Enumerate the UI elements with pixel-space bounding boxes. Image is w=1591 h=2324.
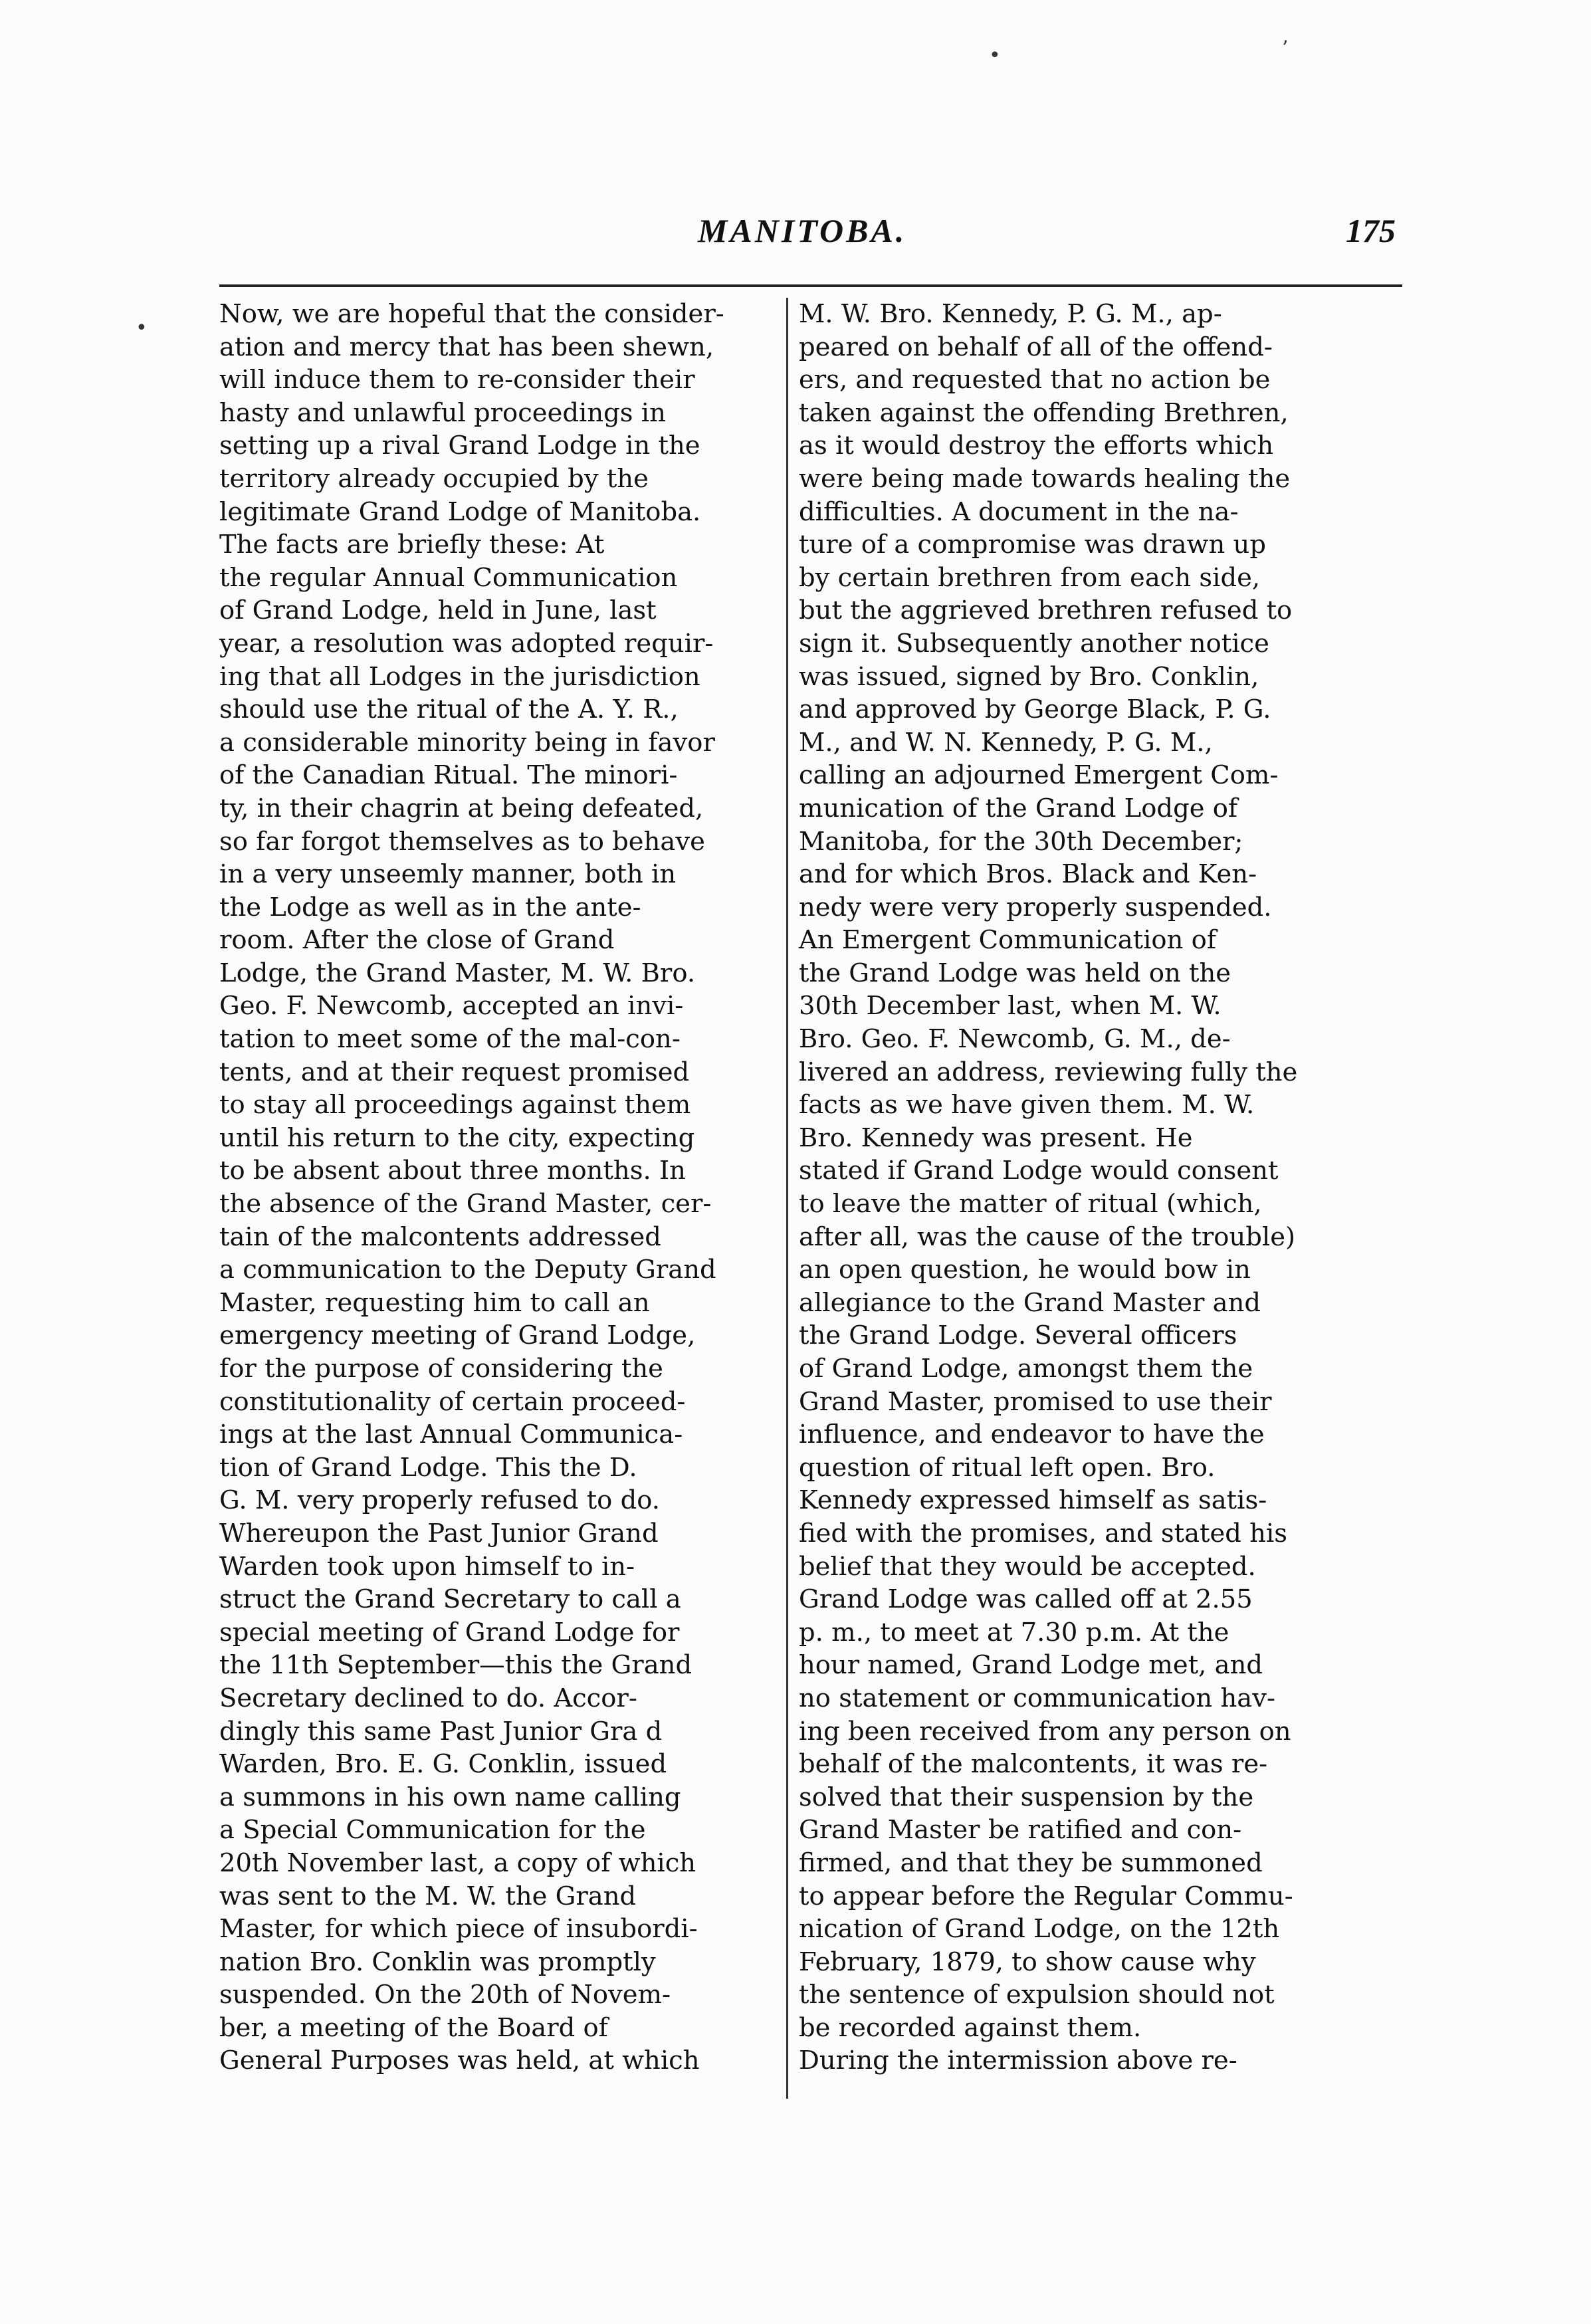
text-line: calling an adjourned Emergent Com- xyxy=(799,760,1279,791)
text-line: the regular Annual Communication xyxy=(219,562,678,593)
text-line: but the aggrieved brethren refused to xyxy=(799,595,1293,626)
text-line: munication of the Grand Lodge of xyxy=(799,793,1238,823)
text-line: stated if Grand Lodge would consent xyxy=(799,1156,1279,1186)
text-line: and for which Bros. Black and Ken- xyxy=(799,859,1257,890)
text-line: tents, and at their request promised xyxy=(219,1057,690,1087)
text-line: the Grand Lodge. Several officers xyxy=(799,1320,1237,1351)
text-line: allegiance to the Grand Master and xyxy=(799,1287,1261,1318)
text-line: ing been received from any person on xyxy=(799,1716,1291,1746)
text-line: Master, for which piece of insubordi- xyxy=(219,1914,698,1945)
text-line: belief that they would be accepted. xyxy=(799,1551,1256,1582)
text-line: ing that all Lodges in the jurisdiction xyxy=(219,661,700,692)
text-line: sign it. Subsequently another notice xyxy=(799,628,1269,659)
text-line: was sent to the M. W. the Grand xyxy=(219,1881,637,1911)
stray-mark: • xyxy=(136,316,148,340)
text-line: ers, and requested that no action be xyxy=(799,365,1271,395)
right-text-column xyxy=(799,298,1361,2077)
text-line: Kennedy expressed himself as satis- xyxy=(799,1485,1267,1516)
text-line: a considerable minority being in favor xyxy=(219,727,715,758)
text-line: ation and mercy that has been shewn, xyxy=(219,332,714,362)
text-line: ture of a compromise was drawn up xyxy=(799,530,1266,560)
text-line: peared on behalf of all of the offend- xyxy=(799,332,1273,362)
text-line: Geo. F. Newcomb, accepted an invi- xyxy=(219,991,684,1021)
text-line: dingly this same Past Junior Gra d xyxy=(219,1716,663,1746)
text-line: no statement or communication hav- xyxy=(799,1683,1275,1713)
text-line: An Emergent Communication of xyxy=(799,925,1217,956)
text-line: territory already occupied by the xyxy=(219,463,649,494)
text-line: for the purpose of considering the xyxy=(219,1354,663,1384)
text-line: firmed, and that they be summoned xyxy=(799,1848,1263,1878)
text-line: Master, requesting him to call an xyxy=(219,1287,650,1318)
text-line: special meeting of Grand Lodge for xyxy=(219,1617,680,1647)
text-line: should use the ritual of the A. Y. R., xyxy=(219,694,679,725)
text-line: Manitoba, for the 30th December; xyxy=(799,826,1243,857)
text-line: Secretary declined to do. Accor- xyxy=(219,1683,637,1713)
text-line: will induce them to re-consider their xyxy=(219,365,695,395)
text-line: During the intermission above re- xyxy=(799,2046,1237,2076)
text-line: the Lodge as well as in the ante- xyxy=(219,892,641,922)
text-line: ty, in their chagrin at being defeated, xyxy=(219,793,704,823)
text-line: fied with the promises, and stated his xyxy=(799,1518,1288,1548)
text-line: Grand Master, promised to use their xyxy=(799,1386,1272,1417)
text-line: hasty and unlawful proceedings in xyxy=(219,397,666,428)
text-line: Bro. Kennedy was present. He xyxy=(799,1122,1193,1153)
text-line: Warden, Bro. E. G. Conklin, issued xyxy=(219,1749,667,1780)
text-line: Grand Lodge was called off at 2.55 xyxy=(799,1584,1253,1615)
text-line: was issued, signed by Bro. Conklin, xyxy=(799,661,1259,692)
text-line: to stay all proceedings against them xyxy=(219,1090,691,1120)
text-line: to leave the matter of ritual (which, xyxy=(799,1189,1262,1219)
text-line: hour named, Grand Lodge met, and xyxy=(799,1650,1263,1681)
left-text-column xyxy=(219,298,782,2077)
text-line: suspended. On the 20th of Novem- xyxy=(219,1980,671,2010)
text-line: tation to meet some of the mal-con- xyxy=(219,1024,681,1055)
text-line: February, 1879, to show cause why xyxy=(799,1947,1256,1977)
text-line: p. m., to meet at 7.30 p.m. At the xyxy=(799,1617,1229,1647)
text-line: behalf of the malcontents, it was re- xyxy=(799,1749,1268,1780)
column-divider xyxy=(786,298,788,2099)
text-line: emergency meeting of Grand Lodge, xyxy=(219,1320,696,1351)
text-line: a communication to the Deputy Grand xyxy=(219,1255,716,1285)
text-line: after all, was the cause of the trouble) xyxy=(799,1221,1296,1252)
text-line: Lodge, the Grand Master, M. W. Bro. xyxy=(219,958,696,988)
text-line: question of ritual left open. Bro. xyxy=(799,1452,1216,1483)
text-line: General Purposes was held, at which xyxy=(219,2046,700,2076)
text-line: were being made towards healing the xyxy=(799,463,1291,494)
text-line: of the Canadian Ritual. The minori- xyxy=(219,760,678,791)
text-line: a summons in his own name calling xyxy=(219,1782,681,1812)
text-line: by certain brethren from each side, xyxy=(799,562,1261,593)
text-line: facts as we have given them. M. W. xyxy=(799,1090,1255,1120)
text-line: nedy were very properly suspended. xyxy=(799,892,1272,922)
text-line: The facts are briefly these: At xyxy=(219,530,605,560)
text-line: Bro. Geo. F. Newcomb, G. M., de- xyxy=(799,1024,1231,1055)
text-line: Warden took upon himself to in- xyxy=(219,1551,635,1582)
text-line: until his return to the city, expecting xyxy=(219,1122,695,1153)
text-line: 20th November last, a copy of which xyxy=(219,1848,696,1878)
text-line: nication of Grand Lodge, on the 12th xyxy=(799,1914,1280,1945)
text-line: an open question, he would bow in xyxy=(799,1255,1251,1285)
text-line: influence, and endeavor to have the xyxy=(799,1420,1265,1450)
stray-mark: • xyxy=(989,44,1001,67)
stray-mark: ʼ xyxy=(1281,37,1288,60)
text-line: nation Bro. Conklin was promptly xyxy=(219,1947,656,1977)
text-line: ings at the last Annual Communica- xyxy=(219,1420,683,1450)
text-line: livered an address, reviewing fully the xyxy=(799,1057,1298,1087)
text-line: as it would destroy the efforts which xyxy=(799,431,1274,461)
page-header xyxy=(219,211,1396,264)
text-line: so far forgot themselves as to behave xyxy=(219,826,705,857)
running-title: MANITOBA. xyxy=(698,212,907,249)
text-line: to appear before the Regular Commu- xyxy=(799,1881,1293,1911)
text-line: in a very unseemly manner, both in xyxy=(219,859,677,890)
text-line: setting up a rival Grand Lodge in the xyxy=(219,431,700,461)
text-line: G. M. very properly refused to do. xyxy=(219,1485,660,1516)
text-line: Grand Master be ratified and con- xyxy=(799,1815,1242,1846)
text-line: room. After the close of Grand xyxy=(219,925,615,956)
text-line: tain of the malcontents addressed xyxy=(219,1221,661,1252)
text-line: Whereupon the Past Junior Grand xyxy=(219,1518,659,1548)
text-line: the Grand Lodge was held on the xyxy=(799,958,1231,988)
text-line: the absence of the Grand Master, cer- xyxy=(219,1189,712,1219)
text-line: of Grand Lodge, amongst them the xyxy=(799,1354,1253,1384)
text-line: year, a resolution was adopted requir- xyxy=(219,628,714,659)
text-line: difficulties. A document in the na- xyxy=(799,496,1239,527)
text-line: a Special Communication for the xyxy=(219,1815,646,1846)
text-line: the sentence of expulsion should not xyxy=(799,1980,1275,2010)
text-line: be recorded against them. xyxy=(799,2012,1142,2043)
page-number: 175 xyxy=(1346,212,1396,249)
text-line: tion of Grand Lodge. This the D. xyxy=(219,1452,637,1483)
text-line: struct the Grand Secretary to call a xyxy=(219,1584,681,1615)
text-line: and approved by George Black, P. G. xyxy=(799,694,1271,725)
header-rule xyxy=(219,284,1402,287)
text-line: constitutionality of certain proceed- xyxy=(219,1386,686,1417)
text-line: legitimate Grand Lodge of Manitoba. xyxy=(219,496,701,527)
text-line: of Grand Lodge, held in June, last xyxy=(219,595,657,626)
text-line: 30th December last, when M. W. xyxy=(799,991,1221,1021)
text-line: the 11th September—this the Grand xyxy=(219,1650,692,1681)
text-line: M., and W. N. Kennedy, P. G. M., xyxy=(799,727,1213,758)
text-line: M. W. Bro. Kennedy, P. G. M., ap- xyxy=(799,299,1222,329)
text-line: solved that their suspension by the xyxy=(799,1782,1254,1812)
text-line: Now, we are hopeful that the consider- xyxy=(219,299,724,329)
text-line: to be absent about three months. In xyxy=(219,1156,686,1186)
text-line: taken against the offending Brethren, xyxy=(799,397,1289,428)
text-line: ber, a meeting of the Board of xyxy=(219,2012,608,2043)
